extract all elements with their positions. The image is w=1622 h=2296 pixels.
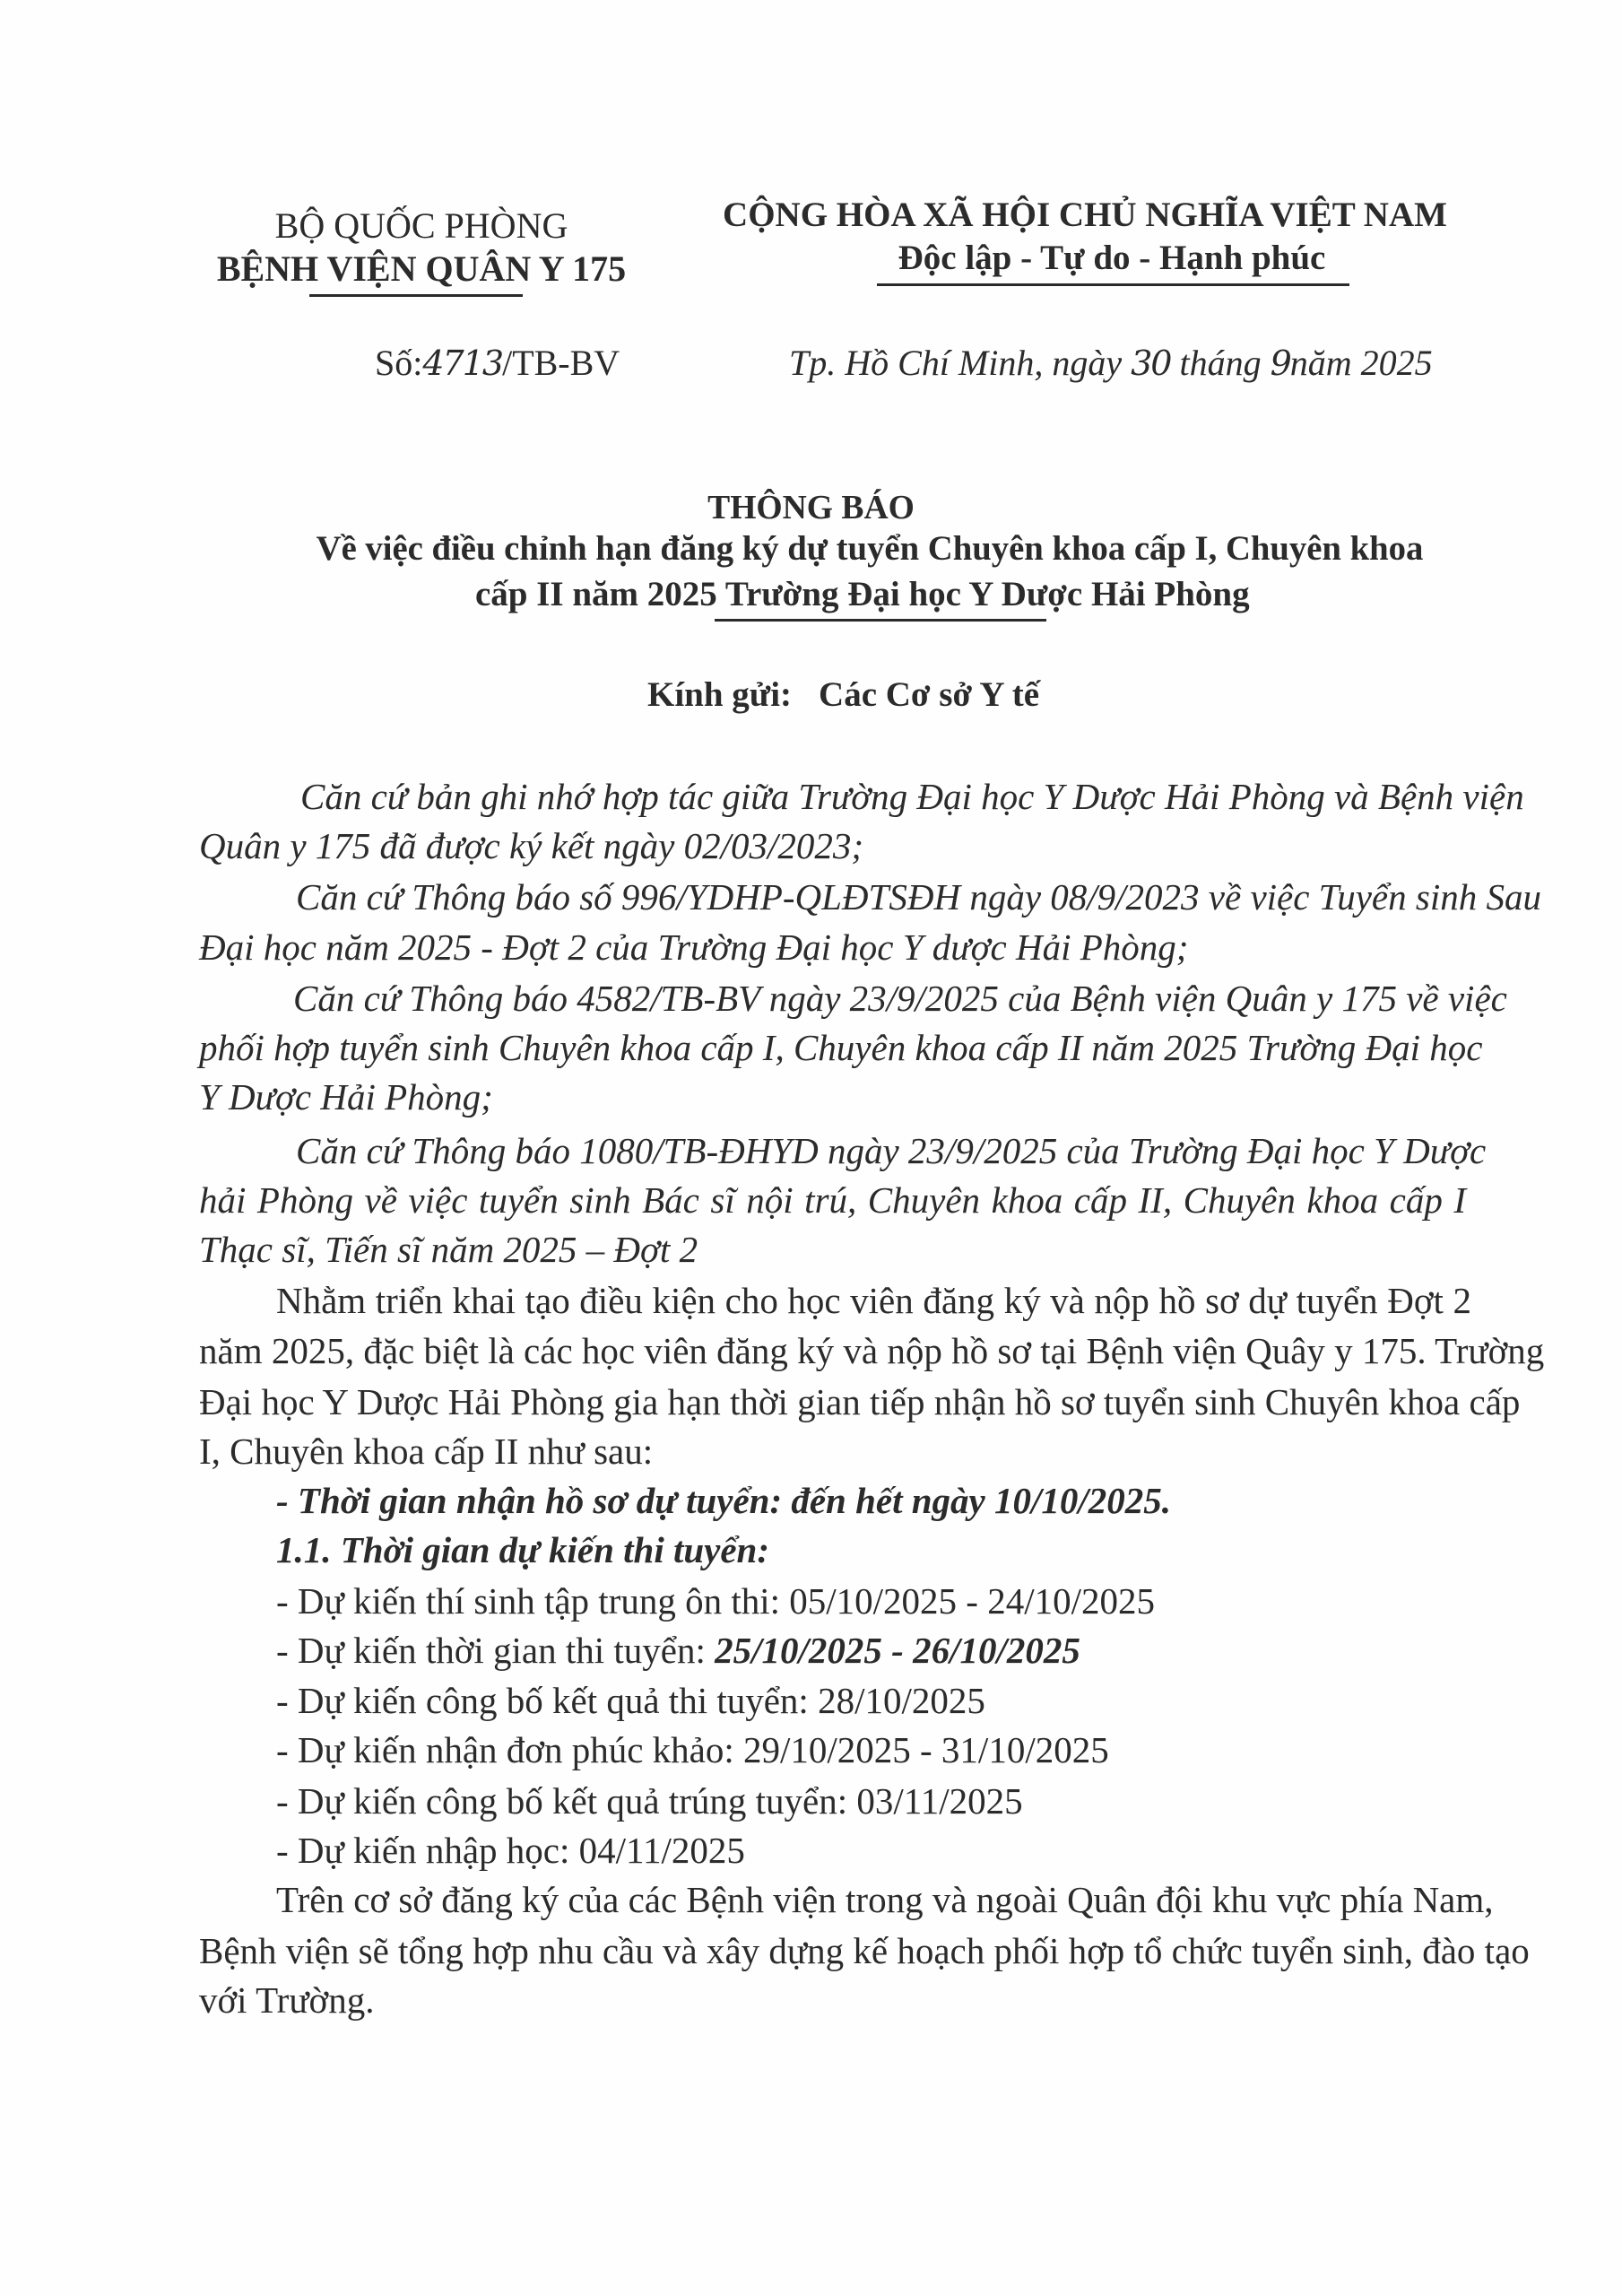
number-handwritten: 4713 xyxy=(422,344,503,383)
schedule-item xyxy=(276,1580,1155,1622)
schedule-label: - Dự kiến công bố kết quả thi tuyển: xyxy=(276,1680,819,1721)
date-mid: tháng xyxy=(1170,343,1271,383)
date-day: 30 xyxy=(1131,344,1171,383)
recipient-line xyxy=(647,677,1039,712)
unit-underline xyxy=(309,294,523,297)
number-suffix: /TB-BV xyxy=(502,343,620,383)
schedule-value: 03/11/2025 xyxy=(856,1780,1023,1822)
country-name: CỘNG HÒA XÃ HỘI CHỦ NGHĨA VIỆT NAM xyxy=(723,196,1447,234)
purpose-line-3: Đại học Y Dược Hải Phòng gia hạn thời gian tiếp nhận hồ sơ tuyển sinh Chuyên khoa cấp xyxy=(199,1381,1521,1422)
document-title: THÔNG BÁO xyxy=(707,490,915,526)
reference-4-line-2: hải Phòng về việc tuyển sinh Bác sĩ nội trú, Chuyên khoa cấp II, Chuyên khoa cấp I xyxy=(199,1179,1466,1221)
schedule-value: 29/10/2025 - 31/10/2025 xyxy=(743,1729,1109,1770)
purpose-line-4: I, Chuyên khoa cấp II như sau: xyxy=(199,1431,654,1472)
unit-name-suffix: Y 175 xyxy=(531,248,627,289)
reference-4-line-1: Căn cứ Thông báo 1080/TB-ĐHYD ngày 23/9/2025 của Trường Đại học Y Dược xyxy=(296,1130,1487,1171)
motto-underline xyxy=(877,283,1349,286)
schedule-item xyxy=(276,1680,985,1721)
number-prefix: Số: xyxy=(375,343,423,383)
subtitle-underlined: Trường Đại học Y Dư xyxy=(724,575,1048,613)
schedule-label: - Dự kiến nhập học: xyxy=(276,1830,579,1871)
document-subtitle-line2 xyxy=(475,577,1250,612)
closing-line-2: Bệnh viện sẽ tổng hợp nhu cầu và xây dựng kế hoạch phối hợp tổ chức tuyển sinh, đào tạo xyxy=(199,1930,1530,1971)
submission-deadline: - Thời gian nhận hồ sơ dự tuyển: đến hết ngày 10/10/2025. xyxy=(276,1480,1172,1521)
recipient-value: Các Cơ sở Y tế xyxy=(819,675,1040,714)
unit-name-prefix: BỆNH xyxy=(216,248,327,289)
schedule-item xyxy=(276,1632,1080,1669)
closing-line-3: với Trường. xyxy=(199,1979,375,2021)
schedule-label: - Dự kiến thời gian thi tuyển: xyxy=(276,1630,716,1671)
recipient-label: Kính gửi: xyxy=(647,675,793,714)
schedule-label: - Dự kiến công bố kết quả trúng tuyển: xyxy=(276,1780,857,1822)
unit-name-underlined: VIỆN QUÂN xyxy=(326,248,532,289)
purpose-line-1: Nhằm triển khai tạo điều kiện cho học viên đăng ký và nộp hồ sơ dự tuyển Đợt 2 xyxy=(276,1280,1471,1321)
date-suffix: năm 2025 xyxy=(1289,343,1433,383)
reference-1-line-2: Quân y 175 đã được ký kết ngày 02/03/2023; xyxy=(199,825,864,866)
document-number xyxy=(375,345,620,381)
subtitle-prefix: cấp II năm 2025 xyxy=(475,575,725,613)
schedule-label: - Dự kiến nhận đơn phúc khảo: xyxy=(276,1729,743,1770)
reference-4-line-3: Thạc sĩ, Tiến sĩ năm 2025 – Đợt 2 xyxy=(199,1229,698,1270)
reference-3-line-1: Căn cứ Thông báo 4582/TB-BV ngày 23/9/2025 của Bệnh viện Quân y 175 về việc xyxy=(293,978,1507,1019)
subtitle-underline xyxy=(715,619,1046,622)
schedule-value: 05/10/2025 - 24/10/2025 xyxy=(789,1580,1155,1622)
schedule-value: 04/11/2025 xyxy=(578,1830,745,1871)
ministry-name: BỘ QUỐC PHÒNG xyxy=(274,205,568,246)
date-prefix: Tp. Hồ Chí Minh, ngày xyxy=(789,343,1132,383)
schedule-label: - Dự kiến thí sinh tập trung ôn thi: xyxy=(276,1580,790,1622)
schedule-value: 28/10/2025 xyxy=(818,1680,985,1721)
reference-3-line-2: phối hợp tuyển sinh Chuyên khoa cấp I, Chuyên khoa cấp II năm 2025 Trường Đại học xyxy=(199,1027,1483,1068)
schedule-item xyxy=(276,1729,1109,1770)
place-date xyxy=(789,345,1433,381)
document-subtitle-line1: Về việc điều chỉnh hạn đăng ký dự tuyển Chuyên khoa cấp I, Chuyên khoa xyxy=(316,530,1424,568)
closing-line-1: Trên cơ sở đăng ký của các Bệnh viện trong và ngoài Quân đội khu vực phía Nam, xyxy=(276,1879,1494,1920)
schedule-item xyxy=(276,1780,1023,1822)
reference-1-line-1: Căn cứ bản ghi nhớ hợp tác giữa Trường Đại học Y Dược Hải Phòng và Bệnh viện xyxy=(300,776,1524,817)
reference-2-line-2: Đại học năm 2025 - Đợt 2 của Trường Đại học Y dược Hải Phòng; xyxy=(199,926,1189,968)
reference-3-line-3: Y Dược Hải Phòng; xyxy=(199,1076,493,1118)
purpose-line-2: năm 2025, đặc biệt là các học viên đăng ký và nộp hồ sơ tại Bệnh viện Quây y 175. Trường xyxy=(199,1330,1545,1371)
reference-2-line-1: Căn cứ Thông báo số 996/YDHP-QLĐTSĐH ngày 08/9/2023 về việc Tuyển sinh Sau xyxy=(296,876,1541,918)
date-month: 9 xyxy=(1270,344,1290,383)
national-motto: Độc lập - Tự do - Hạnh phúc xyxy=(898,239,1326,277)
schedule-value-emphasis: 25/10/2025 - 26/10/2025 xyxy=(715,1630,1080,1671)
subtitle-suffix: ợc Hải Phòng xyxy=(1047,575,1250,613)
unit-name xyxy=(202,248,641,289)
section-heading: 1.1. Thời gian dự kiến thi tuyển: xyxy=(276,1529,770,1570)
schedule-item xyxy=(276,1832,745,1869)
